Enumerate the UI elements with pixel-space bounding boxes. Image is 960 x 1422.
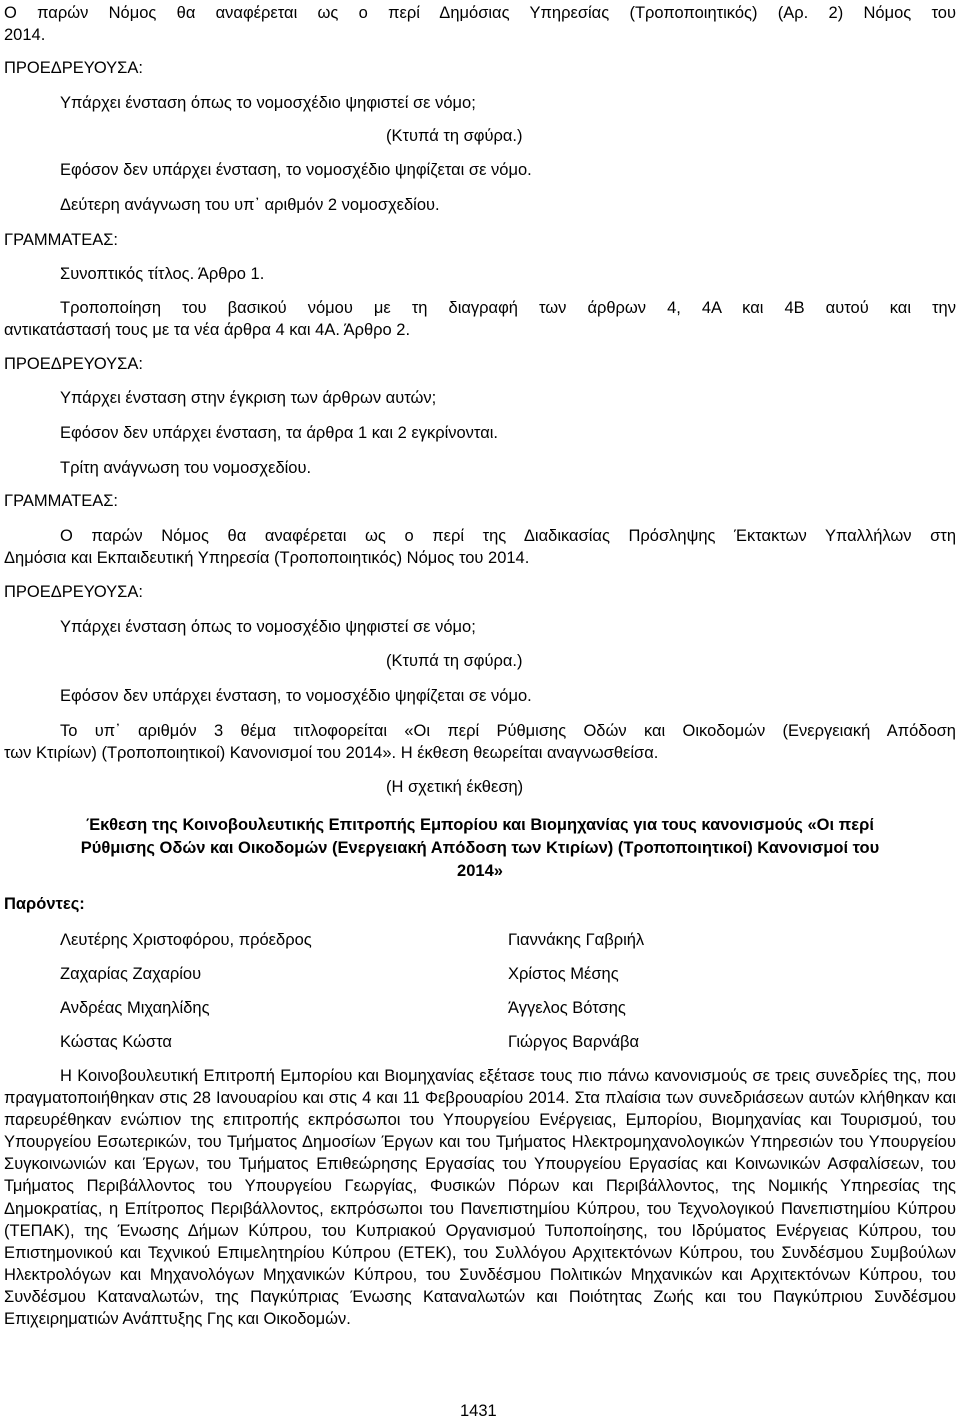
law2-title-line1: Ο παρών Νόμος θα αναφέρεται ως ο περί της Διαδικασίας Πρόσληψης Έκτακτων Υπαλλήλων στη <box>60 527 956 545</box>
item3-line1: Το υπ᾽ αριθμόν 3 θέμα τιτλοφορείται «Οι περί Ρύθμισης Οδών και Οικοδομών (Ενεργειακή Απόδοση <box>60 722 956 740</box>
gavel-note: (Κτυπά τη σφύρα.) <box>386 127 523 145</box>
report-title-line3: 2014» <box>457 862 503 880</box>
item3-line2: των Κτιρίων) (Τροποποιητικοί) Κανονισμοί του 2014». Η έκθεση θεωρείται αναγνωσθείσα. <box>4 744 659 762</box>
articles-approved: Εφόσον δεν υπάρχει ένσταση, τα άρθρα 1 και 2 εγκρίνονται. <box>60 424 498 442</box>
member-name: Γιώργος Βαρνάβα <box>508 1033 640 1051</box>
law-title-line1: Ο παρών Νόμος θα αναφέρεται ως ο περί Δημόσιας Υπηρεσίας (Τροποποιητικός) (Αρ. 2) Νόμος του <box>4 4 956 22</box>
objection-question: Υπάρχει ένσταση όπως το νομοσχέδιο ψηφιστεί σε νόμο; <box>60 618 476 636</box>
related-report-note: (Η σχετική έκθεση) <box>386 778 524 796</box>
page-number: 1431 <box>460 1402 497 1420</box>
gavel-note: (Κτυπά τη σφύρα.) <box>386 652 523 670</box>
speaker-label: ΠΡΟΕΔΡΕΥΟΥΣΑ: <box>4 355 143 373</box>
second-reading: Δεύτερη ανάγνωση του υπ᾽ αριθμόν 2 νομοσχεδίου. <box>60 196 440 214</box>
member-name: Ζαχαρίας Ζαχαρίου <box>60 965 202 983</box>
bill-passed: Εφόσον δεν υπάρχει ένσταση, το νομοσχέδιο ψηφίζεται σε νόμο. <box>60 161 532 179</box>
member-name: Λευτέρης Χριστοφόρου, πρόεδρος <box>60 931 312 949</box>
amendment-line1: Τροποποίηση του βασικού νόμου με τη διαγραφή των άρθρων 4, 4Α και 4Β αυτού και την <box>60 299 956 317</box>
member-name: Ανδρέας Μιχαηλίδης <box>60 999 210 1017</box>
member-name: Χρίστος Μέσης <box>508 965 619 983</box>
speaker-label: ΠΡΟΕΔΡΕΥΟΥΣΑ: <box>4 59 143 77</box>
report-body-text: Η Κοινοβουλευτική Επιτροπή Εμπορίου και Βιομηχανίας εξέτασε τους πιο πάνω κανονισμούς σε τρεις συνεδρίες της, που πραγματοποιήθηκαν στις 28 Ιανουαρίου και στις 4 και 11 Φεβρουαρίου 2014. Στα πλαίσια των συνεδριάσεων αυτών κλήθηκαν και παρευρέθηκαν ενώπιον της επιτροπής εκπρόσωποι του Υπουργείου Ενέργειας, Εμπορίου, Βιομηχανίας και Τουρισμού, του Υπουργείου Εσωτερικών, του Τμήματος Δημοσίων Έργων και του Τμήματος Ηλεκτρομηχανολογικών Υπηρεσιών του Υπουργείου Συγκοινωνιών και Έργων, του Τμήματος Επιθεώρησης Εργασίας του Υπουργείου Εργασίας και Κοινωνικών Ασφαλίσεων, του Τμήματος Περιβάλλοντος του Υπουργείου Γεωργίας, Φυσικών Πόρων και Περιβάλλοντος, της Νομικής Υπηρεσίας της Δημοκρατίας, η Επίτροπος Περιβάλλοντος, εκπρόσωποι του Πανεπιστημίου Κύπρου, του Τεχνολογικού Πανεπιστημίου Κύπρου (ΤΕΠΑΚ), της Ένωσης Δήμων Κύπρου, του Κυπριακού Οργανισμού Τυποποίησης, του Ιδρύματος Ενέργειας Κύπρου, του Επιστημονικού και Τεχνικού Επιμελητηρίου Κύπρου (ΕΤΕΚ), του Συλλόγου Αρχιτεκτόνων Κύπρου, του Συνδέσμου Συμβούλων Ηλεκτρολόγων και Μηχανολόγων Μηχανικών Κύπρου, του Συνδέσμου Πολιτικών Μηχανικών και Αρχιτεκτόνων Κύπρου, του Συνδέσμου Καταναλωτών, της Παγκύπριας Ένωσης Καταναλωτών και Ποιότητας Ζωής και του Παγκύπριου Συνδέσμου Επιχειρηματιών Ανάπτυξης Γης και Οικοδομών. <box>4 1067 956 1329</box>
member-name: Γιαννάκης Γαβριήλ <box>508 931 645 949</box>
report-body <box>4 1065 956 1330</box>
member-name: Κώστας Κώστα <box>60 1033 172 1051</box>
report-title-line1: Έκθεση της Κοινοβουλευτικής Επιτροπής Εμπορίου και Βιομηχανίας για τους κανονισμούς «Οι περί <box>86 816 874 834</box>
bill-passed: Εφόσον δεν υπάρχει ένσταση, το νομοσχέδιο ψηφίζεται σε νόμο. <box>60 687 532 705</box>
third-reading: Τρίτη ανάγνωση του νομοσχεδίου. <box>60 459 312 477</box>
member-name: Άγγελος Βότσης <box>508 999 626 1017</box>
amendment-line2: αντικατάστασή τους με τα νέα άρθρα 4 και 4Α. Άρθρο 2. <box>4 321 411 339</box>
law2-title-line2: Δημόσια και Εκπαιδευτική Υπηρεσία (Τροποποιητικός) Νόμος του 2014. <box>4 549 530 567</box>
speaker-label: ΓΡΑΜΜΑΤΕΑΣ: <box>4 492 119 510</box>
law-title-line2: 2014. <box>4 26 46 44</box>
speaker-label: ΓΡΑΜΜΑΤΕΑΣ: <box>4 231 119 249</box>
speaker-label: ΠΡΟΕΔΡΕΥΟΥΣΑ: <box>4 583 143 601</box>
report-title-line2: Ρύθμισης Οδών και Οικοδομών (Ενεργειακή Απόδοση των Κτιρίων) (Τροποποιητικοί) Κανονισμοί του <box>80 839 880 857</box>
present-label: Παρόντες: <box>4 895 85 913</box>
objection-question: Υπάρχει ένσταση όπως το νομοσχέδιο ψηφιστεί σε νόμο; <box>60 94 476 112</box>
short-title: Συνοπτικός τίτλος. Άρθρο 1. <box>60 265 265 283</box>
articles-question: Υπάρχει ένσταση στην έγκριση των άρθρων αυτών; <box>60 389 437 407</box>
